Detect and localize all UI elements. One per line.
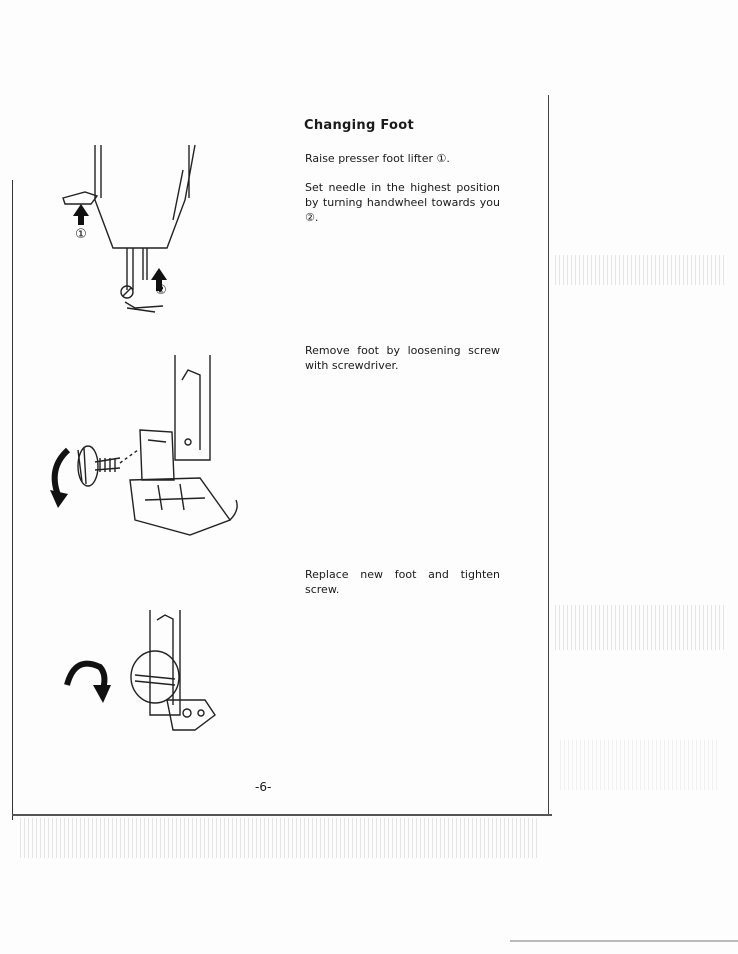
step-raise-lifter: Raise presser foot lifter ①. xyxy=(305,152,450,165)
illustration-tighten-screw xyxy=(55,605,235,745)
marker-1: ① xyxy=(75,227,87,242)
scan-noise xyxy=(555,605,725,650)
rotate-arrow-icon xyxy=(50,450,68,508)
section-title: Changing Foot xyxy=(304,118,415,133)
scan-noise xyxy=(20,818,540,858)
illustration-remove-foot xyxy=(40,350,250,550)
illustration-raise-lifter xyxy=(55,140,215,340)
step-replace-foot: Replace new foot and tighten screw. xyxy=(305,568,500,596)
arrow-up-icon xyxy=(73,204,89,225)
marker-2: ② xyxy=(155,283,167,298)
scan-edge-line xyxy=(510,940,738,942)
page-frame-left xyxy=(12,180,13,820)
step-set-needle: Set needle in the highest position by turning handwheel towards you ②. xyxy=(305,181,500,224)
page-frame-right xyxy=(548,95,549,815)
page-frame-bottom xyxy=(12,814,552,816)
scan-noise xyxy=(555,255,725,285)
step-remove-foot: Remove foot by loosening screw with screwdriver. xyxy=(305,344,500,372)
rotate-arrow-icon xyxy=(67,664,111,703)
scan-noise xyxy=(560,740,720,790)
page-number: -6- xyxy=(255,780,272,794)
